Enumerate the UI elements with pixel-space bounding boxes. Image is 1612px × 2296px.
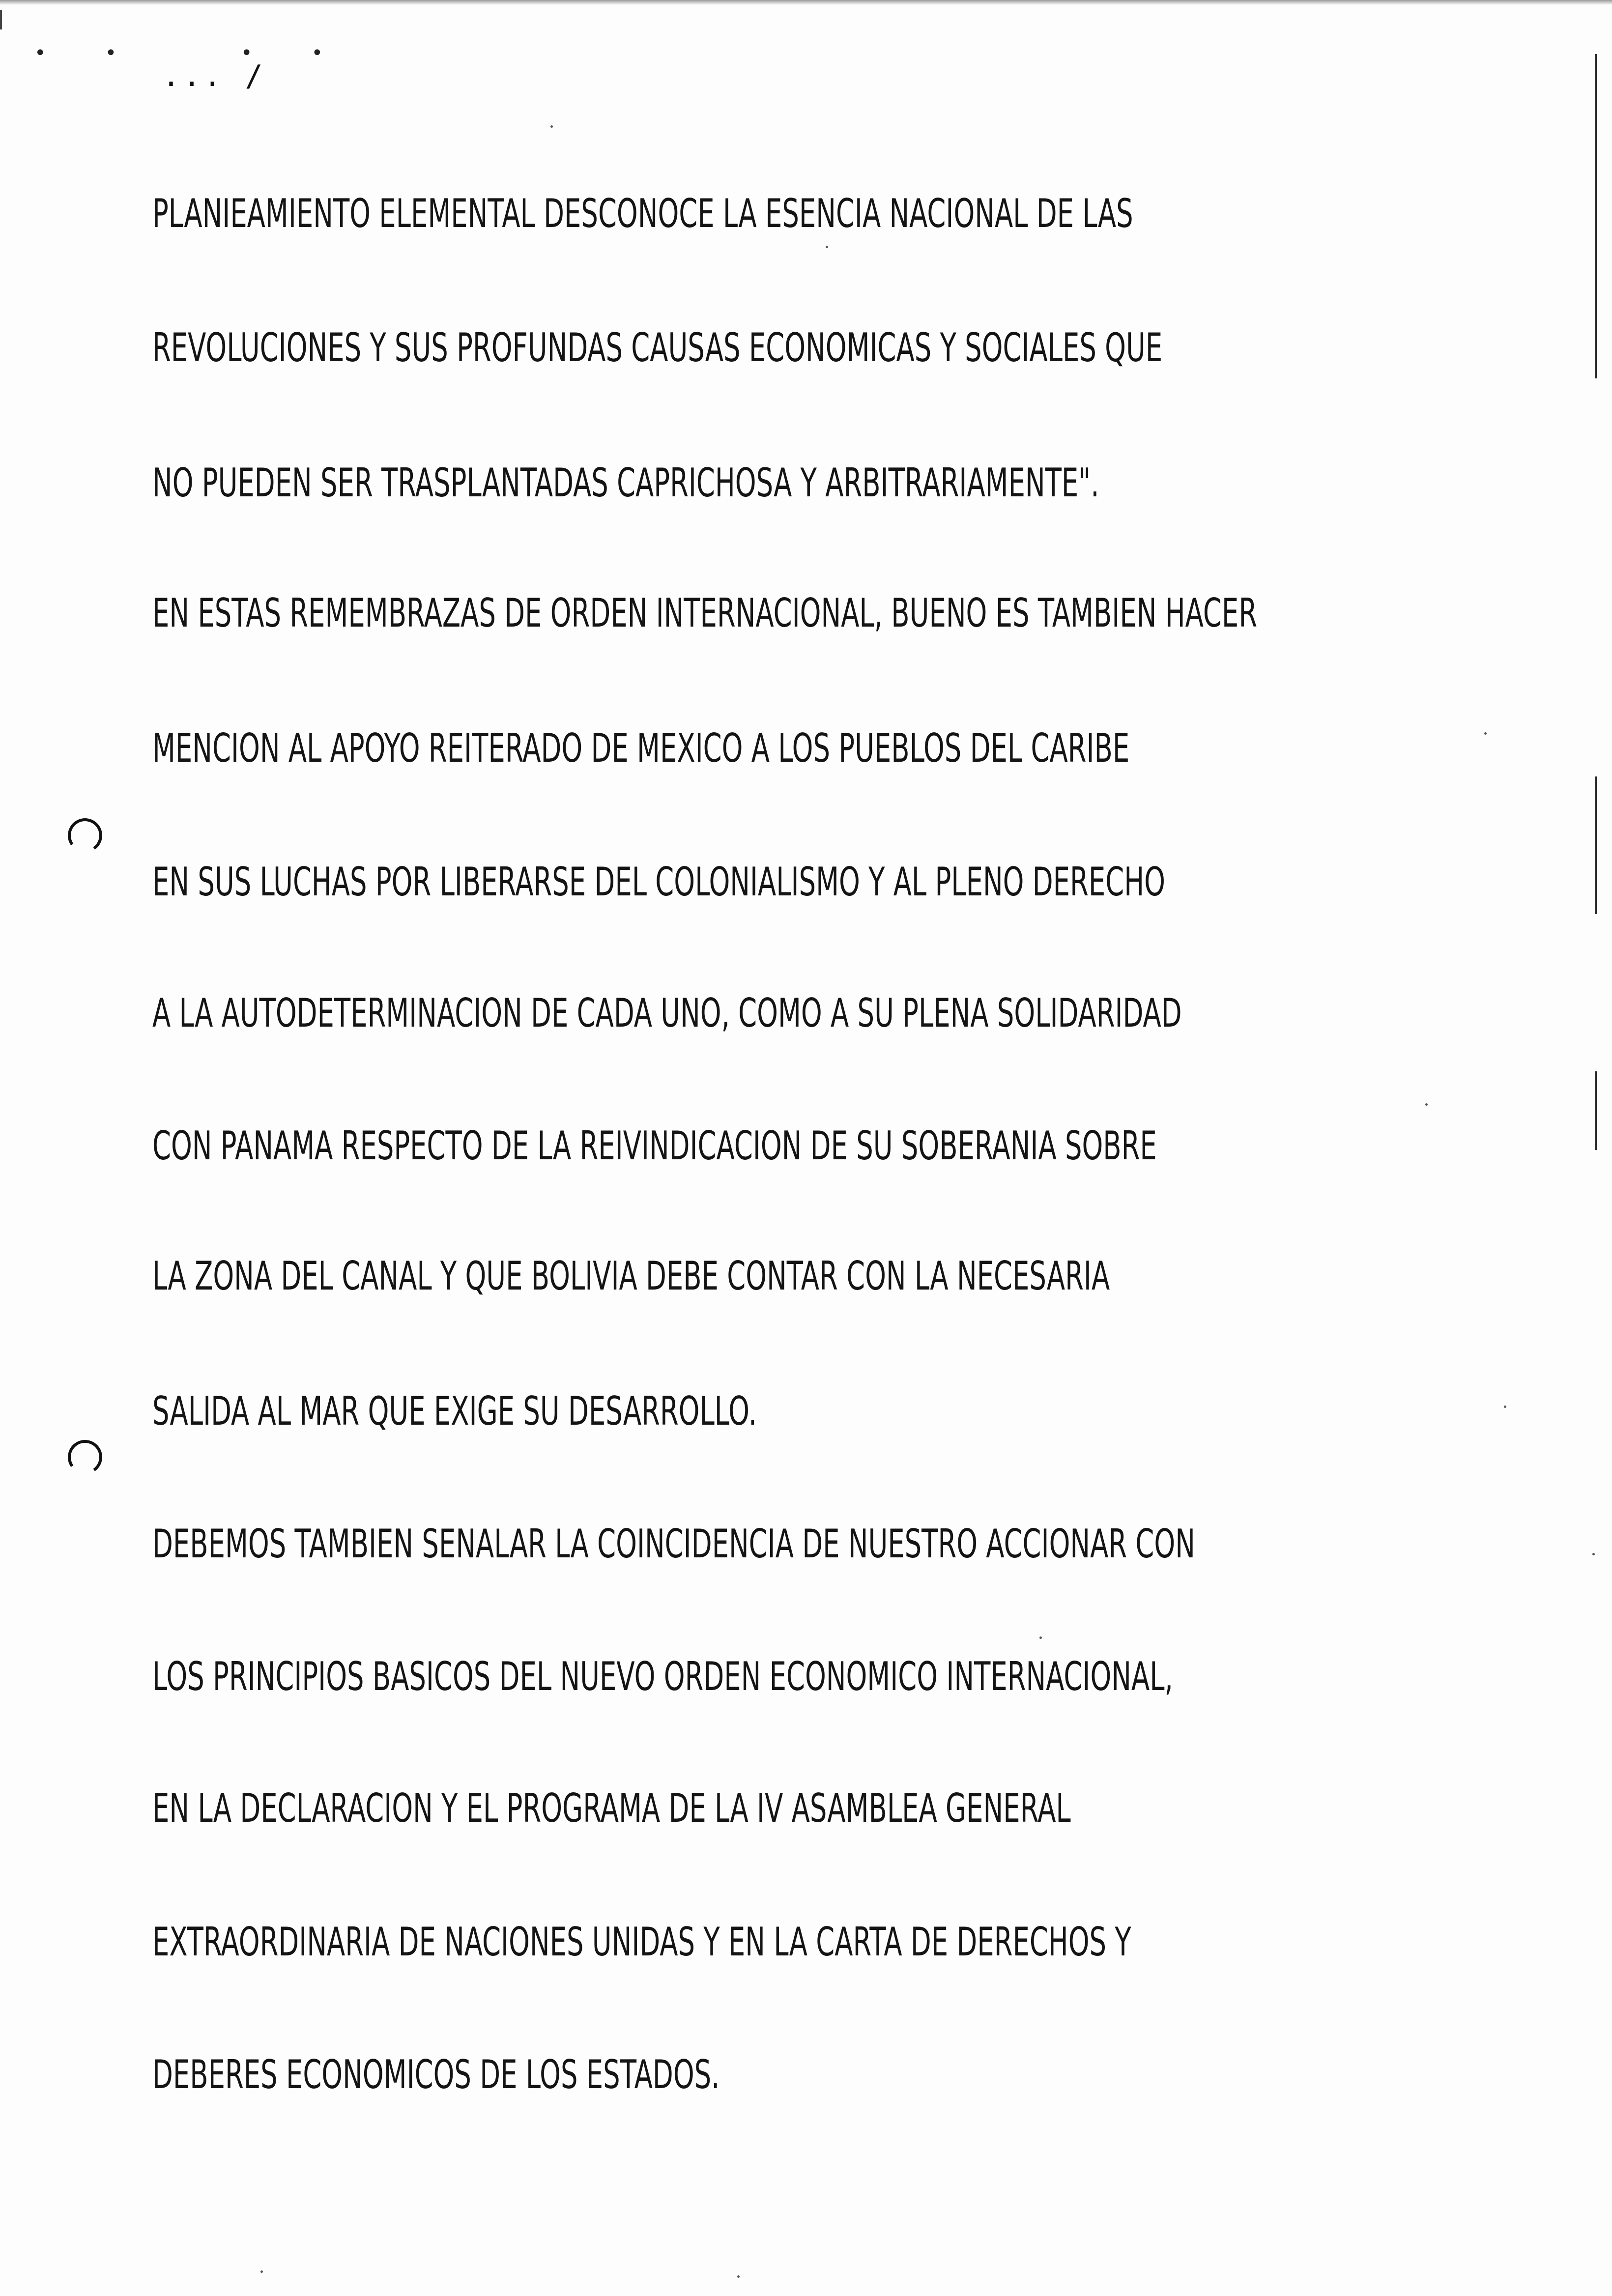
text-line: LA ZONA DEL CANAL Y QUE BOLIVIA DEBE CONTAR CON LA NECESARIA [152,1253,1110,1299]
punch-hole-upper [65,815,105,855]
scan-speck [737,2275,740,2278]
text-line: EN ESTAS REMEMBRAZAS DE ORDEN INTERNACIONAL, BUENO ES TAMBIEN HACER [152,590,1258,636]
text-line: EN SUS LUCHAS POR LIBERARSE DEL COLONIALISMO Y AL PLENO DERECHO [152,859,1165,905]
text-line: CON PANAMA RESPECTO DE LA REIVINDICACION DE SU SOBERANIA SOBRE [152,1123,1157,1169]
text-line: DEBERES ECONOMICOS DE LOS ESTADOS. [152,2052,720,2097]
scan-speck [260,2270,263,2273]
scan-speck [1425,1103,1428,1106]
corner-marks: •• •• [34,42,382,64]
scan-left-edge [0,10,2,29]
scan-right-edge-lower [1595,1071,1597,1150]
scan-speck [550,125,553,128]
scan-speck [1484,732,1487,735]
text-line: EN LA DECLARACION Y EL PROGRAMA DE LA IV ASAMBLEA GENERAL [152,1785,1071,1831]
scan-speck [1592,1553,1595,1555]
scan-speck [826,246,828,248]
text-line: REVOLUCIONES Y SUS PROFUNDAS CAUSAS ECONOMICAS Y SOCIALES QUE [152,325,1163,371]
scan-top-edge [0,0,1612,5]
text-line: DEBEMOS TAMBIEN SENALAR LA COINCIDENCIA DE NUESTRO ACCIONAR CON [152,1521,1195,1567]
text-line: EXTRAORDINARIA DE NACIONES UNIDAS Y EN LA CARTA DE DERECHOS Y [152,1919,1131,1965]
text-line: MENCION AL APOYO REITERADO DE MEXICO A LOS PUEBLOS DEL CARIBE [152,725,1130,771]
punch-hole-lower [65,1437,105,1477]
scan-right-edge-upper [1595,54,1597,378]
text-line: SALIDA AL MAR QUE EXIGE SU DESARROLLO. [152,1388,757,1434]
scan-right-edge-middle [1595,776,1597,914]
scan-speck [1504,1406,1506,1408]
text-line: PLANIEAMIENTO ELEMENTAL DESCONOCE LA ESENCIA NACIONAL DE LAS [152,191,1133,236]
scan-speck [1039,1636,1042,1639]
text-line: LOS PRINCIPIOS BASICOS DEL NUEVO ORDEN ECONOMICO INTERNACIONAL, [152,1654,1173,1699]
text-line: A LA AUTODETERMINACION DE CADA UNO, COMO A SU PLENA SOLIDARIDAD [152,990,1182,1036]
text-line: NO PUEDEN SER TRASPLANTADAS CAPRICHOSA Y ARBITRARIAMENTE". [152,460,1099,506]
continuation-mark: ... / [162,59,266,93]
